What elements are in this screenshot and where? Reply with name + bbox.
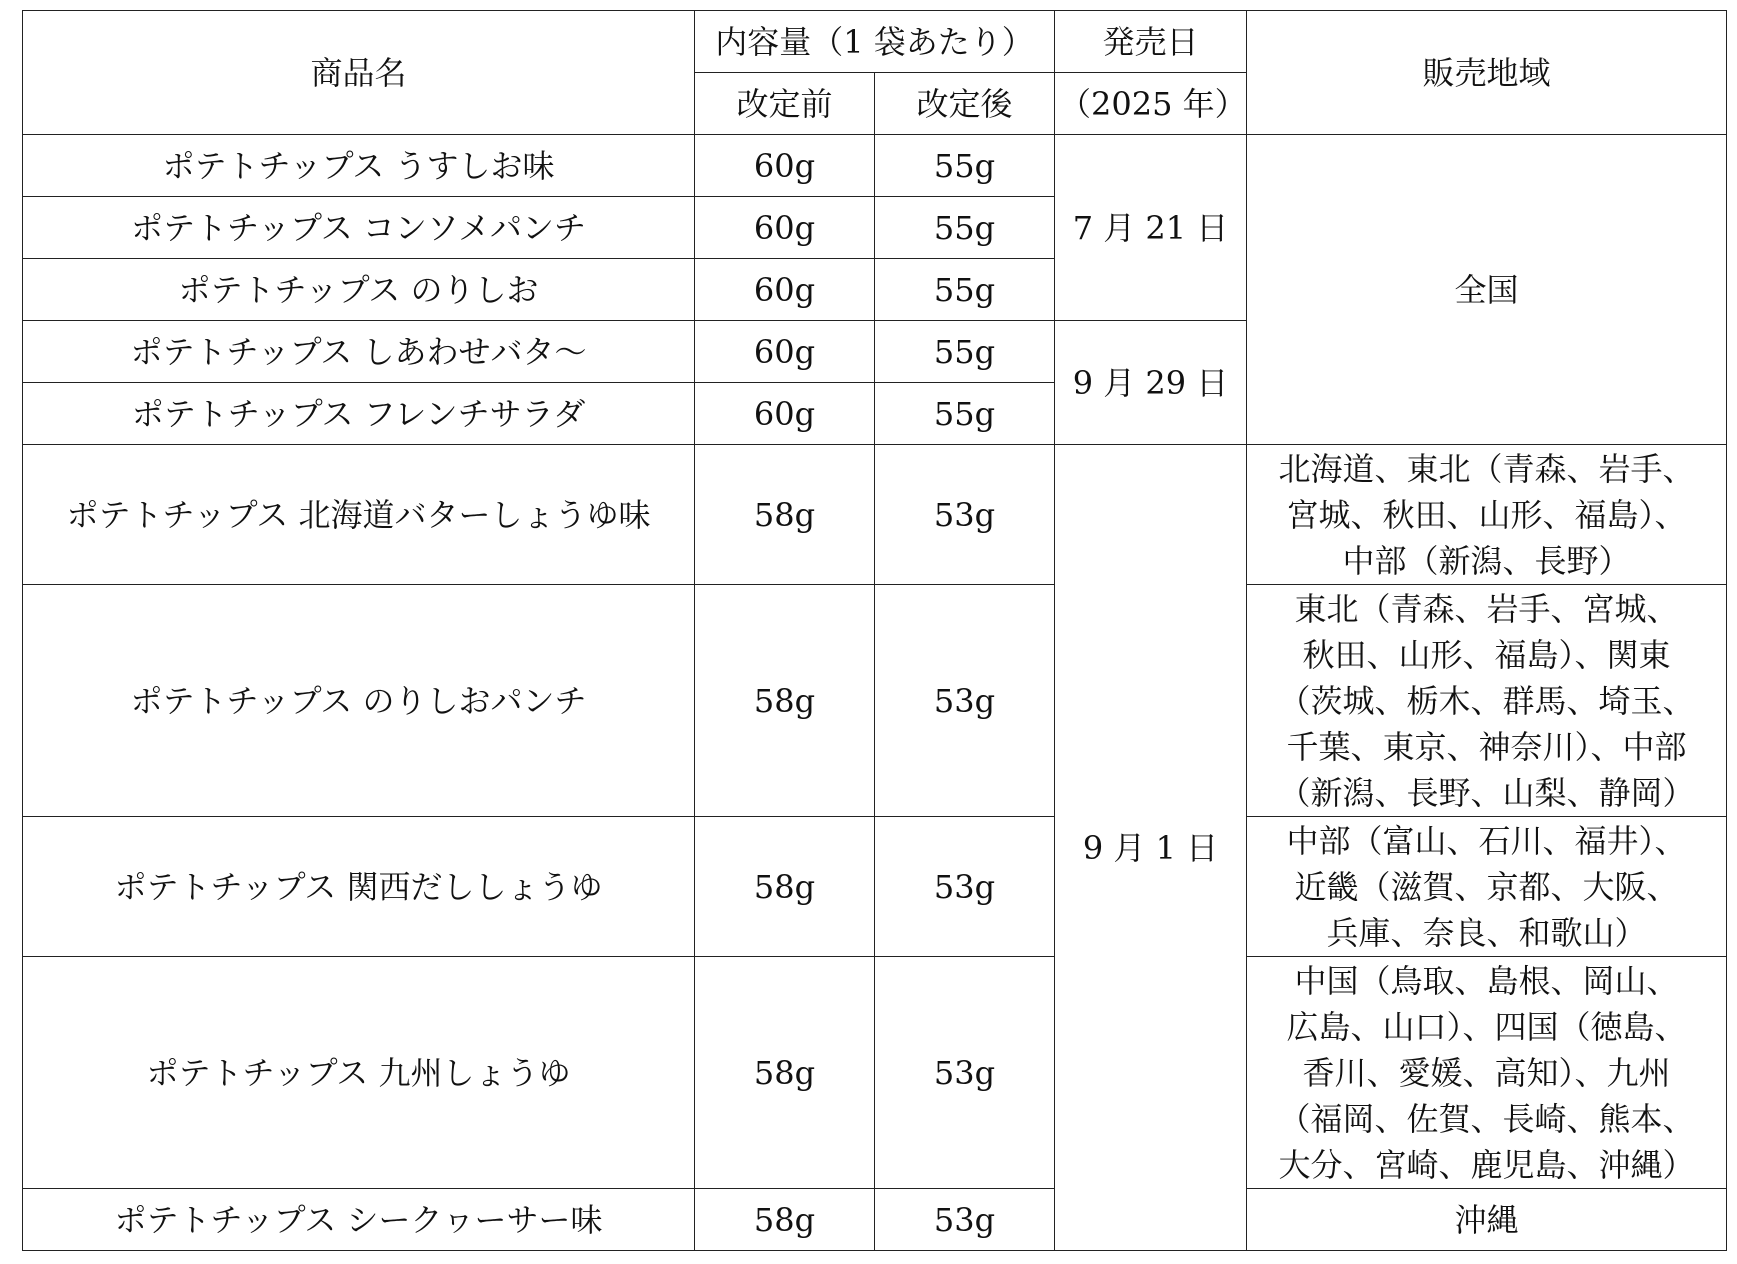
table-row [23,585,1727,817]
content-after: 53g [875,445,1055,585]
content-after: 53g [875,957,1055,1189]
sales-region [1247,817,1727,957]
content-before: 58g [695,817,875,957]
region-line: 北海道、東北（青森、岩手、 [1278,449,1695,488]
content-after: 53g [875,1189,1055,1251]
header-product-name: 商品名 [23,11,695,135]
content-before: 60g [695,383,875,445]
product-name: ポテトチップス 北海道バターしょうゆ味 [23,445,695,585]
region-line: 中部（富山、石川、福井）、 [1286,821,1687,860]
content-before: 60g [695,135,875,197]
product-name: ポテトチップス 九州しょうゆ [23,957,695,1189]
header-region: 販売地域 [1247,11,1727,135]
release-date: 9 月 29 日 [1055,321,1247,445]
product-name: ポテトチップス フレンチサラダ [23,383,695,445]
region-line: 東北（青森、岩手、宮城、 [1294,589,1679,628]
region-line: 千葉、東京、神奈川）、中部 [1286,727,1687,766]
product-name: ポテトチップス シークヮーサー味 [23,1189,695,1251]
region-line: （新潟、長野、山梨、静岡） [1278,773,1695,812]
product-spec-table [22,10,1727,1251]
sales-region: 全国 [1247,135,1727,445]
region-line: 近畿（滋賀、京都、大阪、 [1294,867,1679,906]
content-after: 53g [875,817,1055,957]
header-release-year: （2025 年） [1055,73,1247,135]
content-after: 53g [875,585,1055,817]
product-name: ポテトチップス しあわせバタ～ [23,321,695,383]
sales-region [1247,585,1727,817]
region-line: 宮城、秋田、山形、福島）、 [1286,495,1687,534]
release-date: 9 月 1 日 [1055,445,1247,1251]
table-row [23,135,1727,197]
content-before: 60g [695,197,875,259]
region-line: 中国（鳥取、島根、岡山、 [1294,961,1679,1000]
region-line: （福岡、佐賀、長崎、熊本、 [1278,1099,1695,1138]
table-row [23,957,1727,1189]
header-after: 改定後 [875,73,1055,135]
content-before: 60g [695,321,875,383]
region-line: 香川、愛媛、高知）、九州 [1302,1053,1671,1092]
region-line: 秋田、山形、福島）、関東 [1302,635,1671,674]
product-name: ポテトチップス 関西だししょうゆ [23,817,695,957]
region-line: 大分、宮崎、鹿児島、沖縄） [1278,1145,1695,1184]
product-name: ポテトチップス のりしお [23,259,695,321]
content-after: 55g [875,383,1055,445]
product-name: ポテトチップス コンソメパンチ [23,197,695,259]
region-line: 兵庫、奈良、和歌山） [1326,913,1647,952]
region-line: （茨城、栃木、群馬、埼玉、 [1278,681,1695,720]
release-date: 7 月 21 日 [1055,135,1247,321]
content-after: 55g [875,135,1055,197]
content-before: 60g [695,259,875,321]
table-row [23,1189,1727,1251]
region-line: 広島、山口）、四国（徳島、 [1286,1007,1687,1046]
sales-region: 沖縄 [1247,1189,1727,1251]
content-after: 55g [875,197,1055,259]
header-release-date: 発売日 [1055,11,1247,73]
content-after: 55g [875,259,1055,321]
region-line: 中部（新潟、長野） [1342,541,1631,580]
product-name: ポテトチップス のりしおパンチ [23,585,695,817]
product-name: ポテトチップス うすしお味 [23,135,695,197]
table-row [23,445,1727,585]
content-before: 58g [695,1189,875,1251]
header-before: 改定前 [695,73,875,135]
sales-region [1247,957,1727,1189]
sales-region [1247,445,1727,585]
content-before: 58g [695,445,875,585]
header-content: 内容量（1 袋あたり） [695,11,1055,73]
content-before: 58g [695,585,875,817]
content-before: 58g [695,957,875,1189]
table-row [23,817,1727,957]
content-after: 55g [875,321,1055,383]
